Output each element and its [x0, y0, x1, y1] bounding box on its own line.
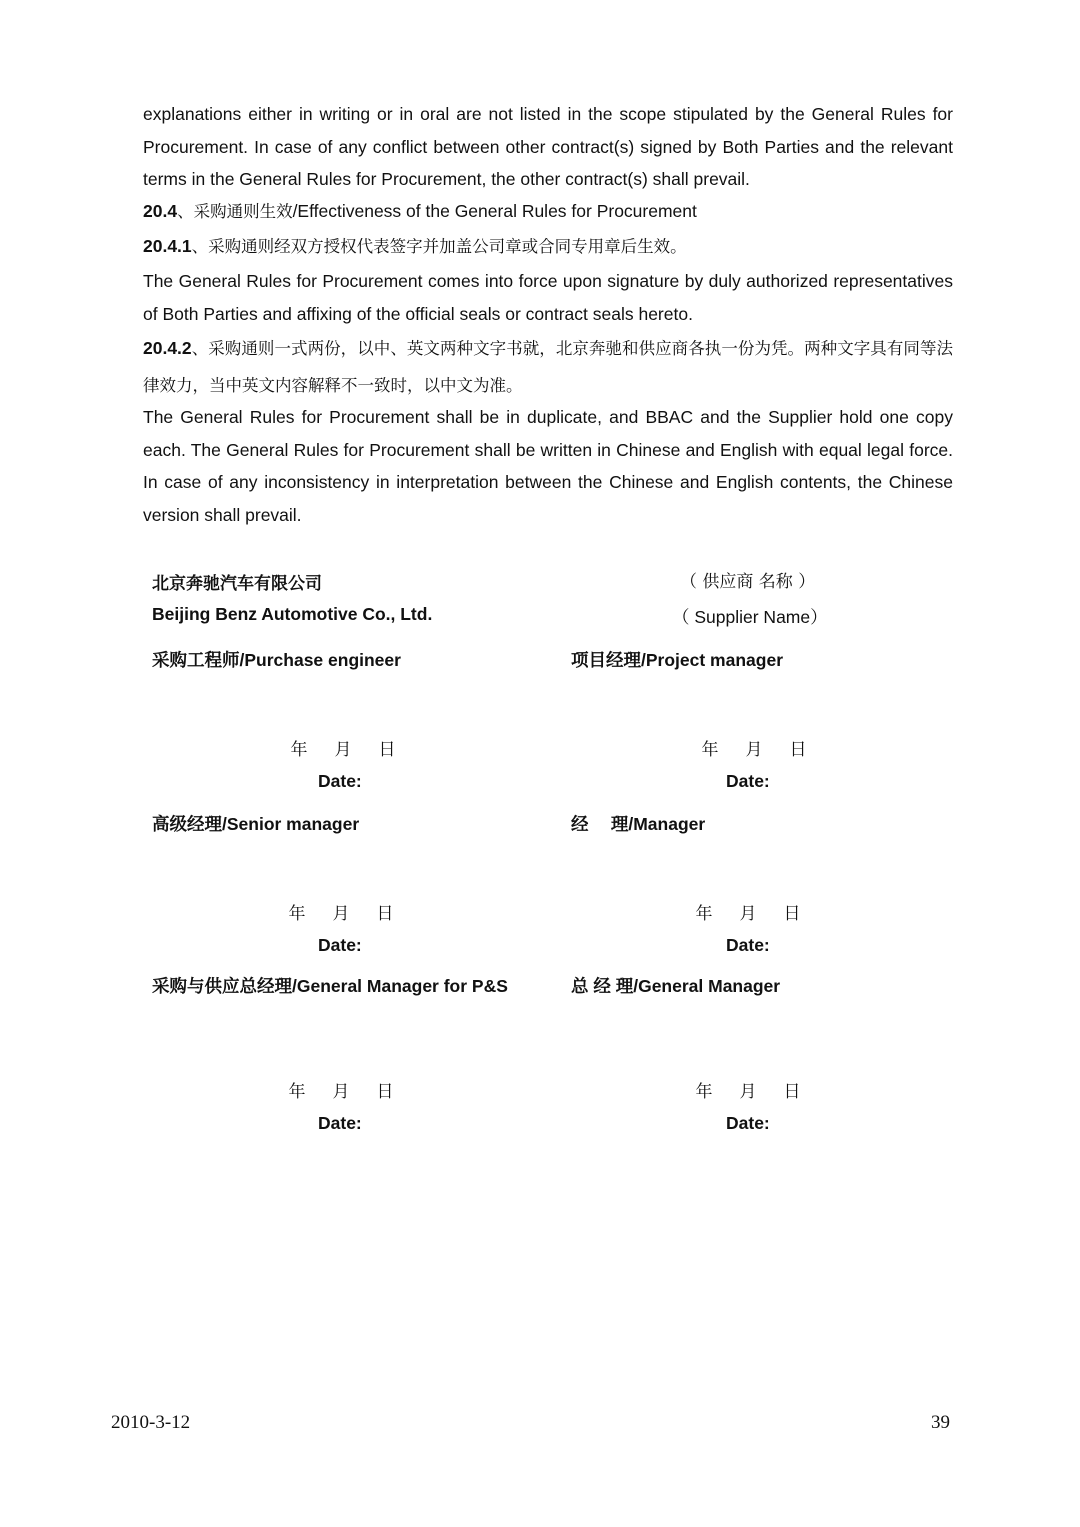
section-title-cn: 、采购通则生效	[177, 202, 293, 221]
left-date-label-1: Date:	[318, 771, 362, 791]
clause-text-cn: 、采购通则一式两份，以中、英文两种文字书就，北京奔驰和供应商各执一份为凭。两种文字具有同等法律效力，当中英文内容解释不一致时，以中文为准。	[143, 339, 953, 395]
clause-20-4-1-en: The General Rules for Procurement comes into force upon signature by duly authorized representatives of Both Parties and affixing of the official seals or contract seals hereto.	[143, 271, 953, 324]
left-company-cn: 北京奔驰汽车有限公司	[152, 574, 322, 594]
section-heading-20-4	[143, 195, 953, 229]
section-title-en: /Effectiveness of the General Rules for Procurement	[292, 201, 697, 221]
right-date-label-1: Date:	[726, 771, 770, 791]
left-date-ymd-1: 年 月 日	[290, 740, 396, 760]
right-date-label-3: Date:	[726, 1113, 770, 1133]
left-date-ymd-3: 年 月 日	[288, 1082, 394, 1102]
section-number: 20.4	[143, 201, 178, 221]
clause-20-4-1-cn	[143, 230, 953, 264]
clause-20-4-2-en: The General Rules for Procurement shall be in duplicate, and BBAC and the Supplier hold one copy each. The General Rules for Procurement shall be written in Chinese and English with equal legal force. In case of any inconsistency in interpretation between the Chinese and English contents, the Chinese version shall prevail.	[143, 407, 953, 525]
clause-text-cn: 、采购通则经双方授权代表签字并加盖公司章或合同专用章后生效。	[191, 237, 687, 256]
clause-20-4-2-cn	[143, 330, 953, 404]
right-company-cn: （ 供应商 名称 ）	[680, 572, 816, 592]
right-role-general-manager: 总 经 理/General Manager	[571, 976, 781, 996]
footer-date: 2010-3-12	[111, 1412, 191, 1433]
left-date-label-2: Date:	[318, 935, 362, 955]
right-date-ymd-1: 年 月 日	[701, 740, 807, 760]
right-date-ymd-3: 年 月 日	[695, 1082, 801, 1102]
clause-number: 20.4.2	[143, 338, 192, 358]
right-company-en: （ Supplier Name）	[672, 607, 828, 627]
left-date-label-3: Date:	[318, 1113, 362, 1133]
left-role-senior-manager: 高级经理/Senior manager	[152, 814, 360, 834]
right-date-label-2: Date:	[726, 935, 770, 955]
left-date-ymd-2: 年 月 日	[288, 904, 394, 924]
left-role-purchase-engineer: 采购工程师/Purchase engineer	[152, 650, 401, 670]
left-role-general-manager-ps: 采购与供应总经理/General Manager for P&S	[152, 976, 508, 996]
page-number: 39	[931, 1412, 950, 1433]
right-date-ymd-2: 年 月 日	[695, 904, 801, 924]
clause-number: 20.4.1	[143, 236, 192, 256]
left-company-en: Beijing Benz Automotive Co., Ltd.	[152, 604, 433, 624]
right-role-project-manager: 项目经理/Project manager	[571, 650, 783, 670]
right-role-manager: 经 理/Manager	[571, 814, 706, 834]
paragraph-continuation: explanations either in writing or in oral are not listed in the scope stipulated by the General Rules for Procurement. In case of any conflict between other contract(s) signed by Both Parties and the relevant terms in the General Rules for Procurement, the other contract(s) shall prevail.	[143, 104, 953, 189]
